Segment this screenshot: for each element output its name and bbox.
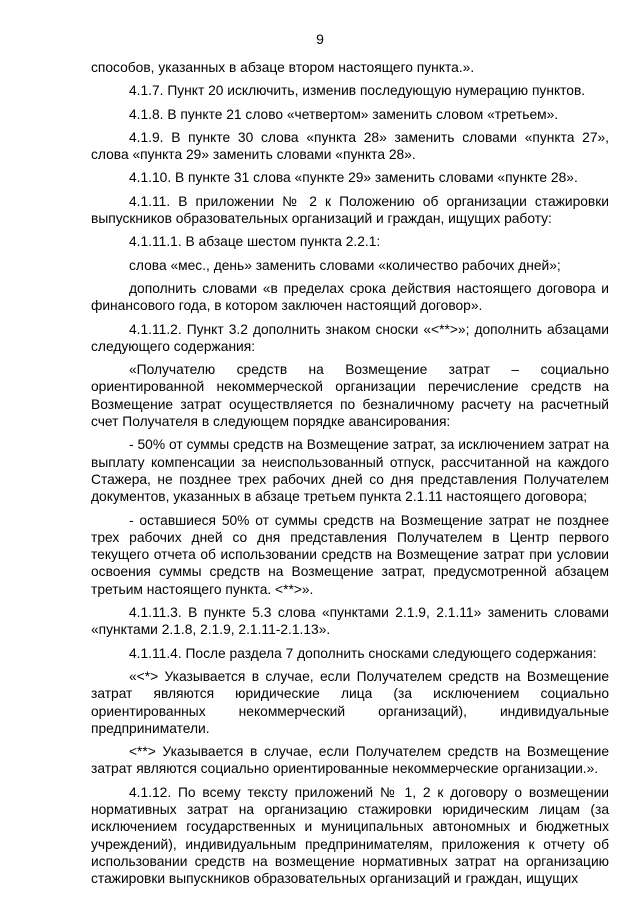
paragraph-4-1-11-1: 4.1.11.1. В абзаце шестом пункта 2.2.1:: [129, 234, 381, 250]
paragraph-4-1-10: 4.1.10. В пункте 31 слова «пункте 29» заменить словами «пункте 28».: [129, 170, 578, 186]
footnote-single-asterisk: «<*> Указывается в случае, если Получателем средств на Возмещение затрат являются юридические лица (за исключением социально ориентированных некоммерческий организаций), индивидуальные предприниматели.: [91, 668, 609, 736]
paragraph-add-words: дополнить словами «в пределах срока действия настоящего договора и финансового года, в котором заключен настоящий договор».: [91, 280, 609, 314]
paragraph-4-1-11: 4.1.11. В приложении № 2 к Положению об организации стажировки выпускников образовательных организаций и граждан, ищущих работу:: [91, 193, 609, 227]
paragraph-quote-recipient: «Получателю средств на Возмещение затрат – социально ориентированной некоммерческой организации перечисление средств на Возмещение затрат осуществляется по безналичному расчету на расчетный счет Получателя в следующем порядке авансирования:: [91, 362, 609, 430]
paragraph-4-1-12: 4.1.12. По всему тексту приложений № 1, 2 к договору о возмещении нормативных затрат на организацию стажировки юридическим лицам (за исключением государственных и муниципальных автономных и бюджетных учреждений), индивидуальным предпринимателям, приложения к отчету об использовании средств на возмещение нормативных затрат на организацию стажировки выпускников образовательных организаций и граждан, ищущих: [91, 784, 609, 887]
paragraph-advance-50-first: - 50% от суммы средств на Возмещение затрат, за исключением затрат на выплату компенсации за неиспользованный отпуск, рассчитанной на каждого Стажера, не позднее трех рабочих дней со дня представления Получателем документов, указанных в абзаце третьем пункта 2.1.11 настоящего договора;: [91, 437, 609, 505]
paragraph-4-1-11-3: 4.1.11.3. В пункте 5.3 слова «пунктами 2.1.9, 2.1.11» заменить словами «пунктами 2.1.8, 2.1.9, 2.1.11-2.1.13».: [91, 605, 609, 638]
paragraph-4-1-9: 4.1.9. В пункте 30 слова «пункта 28» заменить словами «пункта 27», слова «пункта 29» заменить словами «пункта 28».: [91, 129, 609, 163]
paragraph-continuation: способов, указанных в абзаце втором настоящего пункта.».: [91, 60, 475, 75]
page-number: 9: [316, 31, 324, 47]
paragraph-4-1-8: 4.1.8. В пункте 21 слово «четвертом» заменить словом «третьем».: [129, 106, 559, 122]
paragraph-4-1-11-4: 4.1.11.4. После раздела 7 дополнить сносками следующего содержания:: [129, 645, 597, 661]
footnote-double-asterisk: <**> Указывается в случае, если Получателем средств на Возмещение затрат являются социально ориентированные некоммерческие организации.».: [91, 744, 609, 777]
paragraph-advance-50-remaining: - оставшиеся 50% от суммы средств на Возмещение затрат не позднее трех рабочих дней со дня представления Получателем в Центр первого текущего отчета об использовании средств на Возмещение затрат при условии освоения суммы средств на Возмещение затрат, предусмотренной абзацем третьим настоящего пункта. <**>».: [91, 512, 609, 597]
document-body: [91, 59, 609, 893]
paragraph-4-1-11-2: 4.1.11.2. Пункт 3.2 дополнить знаком сноски «<**>»; дополнить абзацами следующего содержания:: [91, 321, 609, 354]
paragraph-replace-words: слова «мес., день» заменить словами «количество рабочих дней»;: [129, 257, 561, 273]
paragraph-4-1-7: 4.1.7. Пункт 20 исключить, изменив последующую нумерацию пунктов.: [129, 83, 586, 99]
